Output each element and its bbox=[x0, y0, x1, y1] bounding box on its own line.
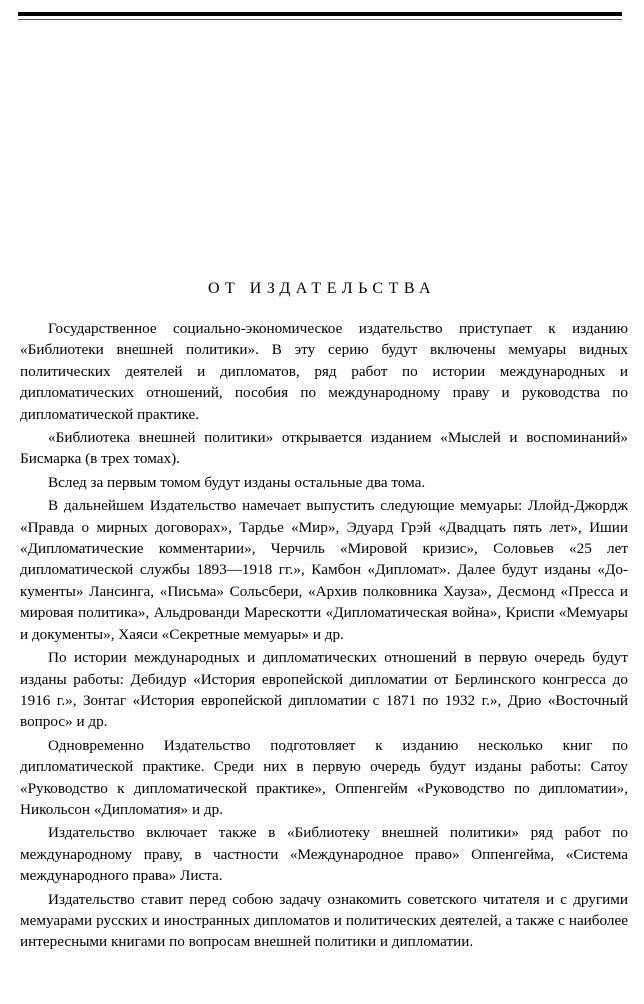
paragraph-history: По истории международных и дипломатических отношений в первую очередь будут изданы работы: Дебидур «История европейской дипломатии от Берлинского конгресса до 1916 г.», Зонтаг «История европейской дипломатии с 1871 по 1932 г.», Дрио «Восточный вопрос» и др. bbox=[20, 649, 628, 731]
paragraph-practice: Одновременно Издательство подготовляет к изданию несколько книг по дипломатической практике. Среди них в первую очередь будут изданы работы: Сатоу «Руководство к дипломатической практике», Оппенгейм «Руководство по дипломатии», Никольсон «Дипломатия» и др. bbox=[20, 736, 628, 818]
body-text bbox=[20, 318, 628, 953]
top-rule bbox=[18, 12, 622, 16]
paragraph-goal: Издательство ставит перед собою задачу ознакомить советского читателя и с другими мемуарами русских и иностранных дипломатов и политических деятелей, а также с наиболее интересными книгами по вопросам внешней политики и дипломатии. bbox=[20, 890, 628, 951]
section-heading: ОТ ИЗДАТЕЛЬСТВА bbox=[207, 280, 437, 297]
paragraph-law: Издательство включает также в «Библиотеку внешней политики» ряд работ по международному праву, в частности «Международное право» Оппенгейма, «Система международного права» Листа. bbox=[20, 824, 628, 885]
paragraph-memoirs: В дальнейшем Издательство намечает выпустить следующие мемуары: Ллойд-Джордж «Правда о мирных договорах», Тардье «Мир», Эдуард Грэй «Двадцать пять лет», Ишии «Дипломатические комментарии», Черчиль «Мировой кризис», Соловьев «25 лет дипломатической службы 1893—1918 гг.», Камбон «Дипломат». Далее будут изданы «Документы» Лансинга, «Письма» Сольсбери, «Архив полковника Хауза», Десмонд «Пресса и мировая политика», Альдрованди Марескотти «Дипломатическая война», Криспи «Мемуары и документы», Хаяси «Секретные мемуары» и др. bbox=[20, 497, 628, 643]
paragraph-next-volumes: Вслед за первым томом будут изданы остальные два тома. bbox=[48, 473, 426, 491]
top-rule-thin bbox=[18, 19, 622, 20]
paragraph-bismarck: «Библиотека внешней политики» открывается изданием «Мыслей и воспоминаний» Бисмарка (в трех томах). bbox=[20, 429, 628, 468]
paragraph-intro: Государственное социально-экономическое издательство приступает к изданию «Библиотеки внешней политики». В эту серию будут включены мемуары видных политических деятелей и дипломатов, ряд работ по истории международных и дипломатических отношений, пособия по международному праву и руководства по дипломатической практике. bbox=[20, 320, 628, 423]
